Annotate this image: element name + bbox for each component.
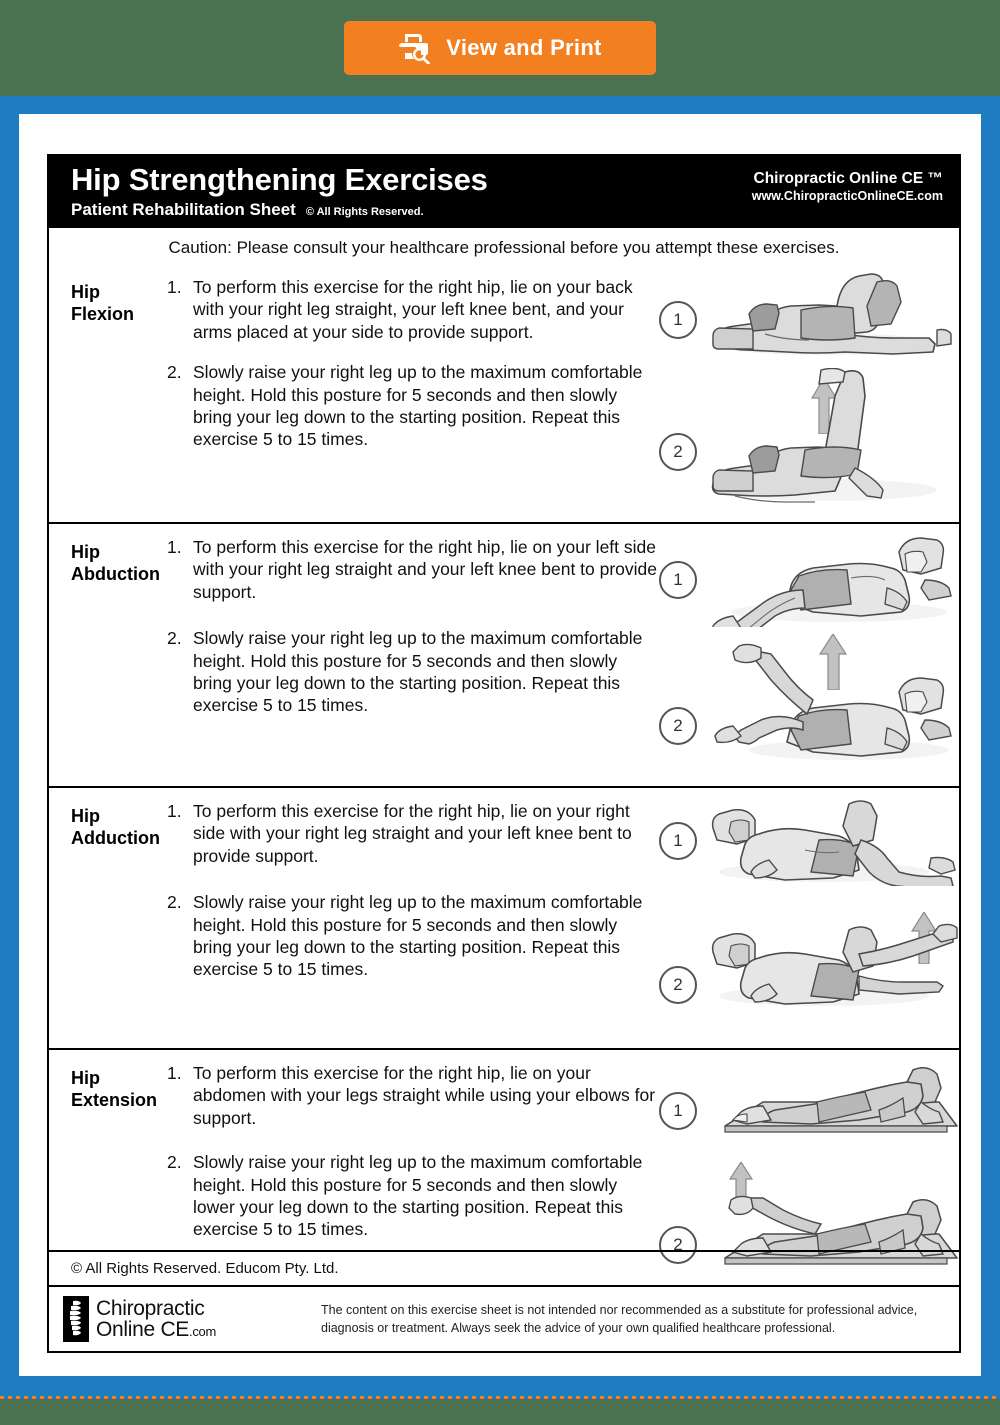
exercise-step: [167, 536, 659, 603]
exercise-title-hip-extension: [49, 1056, 167, 1278]
step-text: To perform this exercise for the right hip, lie on your abdomen with your legs straight while using your elbows for support.: [193, 1063, 656, 1128]
document-page: [19, 114, 981, 1376]
sheet-footer: [49, 1285, 959, 1351]
step-text: Slowly raise your right leg up to the maximum comfortable height. Hold this posture for 5 seconds and then slowly bring your leg down to the starting position. Repeat this exercise 5 to 15 times.: [193, 362, 643, 450]
exercise-section-hip-flexion: [49, 264, 959, 516]
exercise-steps-hip-flexion: [167, 270, 659, 516]
exercise-step: [167, 1062, 659, 1129]
step-number: 1.: [167, 277, 182, 297]
exercise-figures-hip-flexion: [659, 270, 959, 516]
exercise-title-line2: Adduction: [71, 827, 160, 848]
figure-marker-2: 2: [659, 966, 697, 1004]
figure-marker-2: 2: [659, 433, 697, 471]
step-number: 2.: [167, 892, 182, 913]
illustration-supine-leg-raised: [705, 368, 959, 508]
orange-dotted-divider: [0, 1396, 1000, 1399]
illustration-sidelying-start: [699, 532, 959, 627]
exercise-title-line1: Hip: [71, 282, 100, 302]
exercise-title-line2: Extension: [71, 1089, 158, 1110]
figure-marker-1: 1: [659, 822, 697, 860]
step-text: Slowly raise your right leg up to the maximum comfortable height. Hold this posture for 5 seconds and then slowly lower your leg down to the starting position. Repeat this exercise 5 to 15 times.: [193, 1152, 643, 1240]
exercise-title-line2: Abduction: [71, 563, 160, 584]
brand-url[interactable]: www.ChiropracticOnlineCE.com: [751, 189, 943, 204]
logo-line2: Online CE.com: [96, 1318, 216, 1341]
step-number: 1.: [167, 801, 182, 821]
illustration-prone-start: [707, 1062, 959, 1148]
view-and-print-button[interactable]: [344, 21, 656, 75]
exercise-step: [167, 361, 659, 451]
logo-dotcom: .com: [189, 1324, 216, 1339]
step-number: 1.: [167, 1063, 182, 1083]
exercise-title-hip-flexion: [49, 270, 167, 516]
footer-disclaimer: The content on this exercise sheet is not intended nor recommended as a substitute for professional advice, diagnosis or treatment. Always seek the advice of your own qualified healthcare professional.: [321, 1302, 918, 1335]
exercise-figures-hip-abduction: [659, 530, 959, 780]
step-number: 2.: [167, 1152, 182, 1173]
printer-search-icon: [398, 32, 432, 64]
logo-text: [96, 1298, 216, 1340]
illustration-supine-start: [705, 272, 959, 364]
exercise-figures-hip-adduction: [659, 794, 959, 1042]
exercise-step: [167, 891, 659, 981]
figure-marker-1: 1: [659, 1092, 697, 1130]
exercise-title-hip-adduction: [49, 794, 167, 1042]
brand-block: [752, 169, 943, 205]
step-number: 2.: [167, 362, 182, 383]
page-title: Hip Strengthening Exercises: [71, 162, 488, 197]
header-rights: © All Rights Reserved.: [305, 205, 424, 218]
exercise-title-line1: Hip: [71, 542, 100, 562]
exercise-steps-hip-extension: [167, 1056, 659, 1278]
exercise-title-line2: Flexion: [71, 303, 135, 324]
step-text: To perform this exercise for the right hip, lie on your back with your right leg straight, your left knee bent, and your arms placed at your side to provide support.: [193, 277, 633, 342]
exercise-step: [167, 276, 659, 343]
step-number: 1.: [167, 537, 182, 557]
exercise-title-line1: Hip: [71, 1068, 100, 1088]
illustration-sidelying-right-start: [709, 796, 959, 886]
illustration-sidelying-right-leg-raised: [709, 904, 959, 1012]
brand-name: Chiropractic Online CE ™: [753, 170, 943, 187]
exercise-steps-hip-adduction: [167, 794, 659, 1042]
exercise-section-hip-abduction: [49, 522, 959, 780]
exercise-figures-hip-extension: [659, 1056, 959, 1278]
logo[interactable]: [63, 1296, 303, 1342]
figure-marker-2: 2: [659, 1226, 697, 1264]
step-text: Slowly raise your right leg up to the maximum comfortable height. Hold this posture for 5 seconds and then slowly bring your leg down to the starting position. Repeat this exercise 5 to 15 times.: [193, 892, 643, 980]
step-number: 2.: [167, 628, 182, 649]
logo-line1: Chiropractic: [96, 1297, 205, 1320]
figure-marker-2: 2: [659, 707, 697, 745]
exercise-steps-hip-abduction: [167, 530, 659, 780]
exercise-sheet: [47, 154, 961, 1353]
exercise-title-line1: Hip: [71, 806, 100, 826]
document-frame: [0, 96, 1000, 1396]
caution-note: Caution: Please consult your healthcare professional before you attempt these exercises.: [168, 238, 840, 257]
view-and-print-label: View and Print: [446, 35, 602, 60]
exercise-step: [167, 627, 659, 717]
step-text: To perform this exercise for the right hip, lie on your right side with your right leg straight and your left knee bent to provide support.: [193, 801, 632, 866]
exercise-step: [167, 1151, 659, 1241]
figure-marker-1: 1: [659, 301, 697, 339]
step-text: Slowly raise your right leg up to the maximum comfortable height. Hold this posture for 5 seconds and then slowly bring your leg down to the starting position. Repeat this exercise 5 to 15 times.: [193, 628, 643, 716]
copyright-line: © All Rights Reserved. Educom Pty. Ltd.: [49, 1250, 959, 1285]
exercise-title-hip-abduction: [49, 530, 167, 780]
exercise-step: [167, 800, 659, 867]
illustration-sidelying-leg-raised: [699, 630, 959, 765]
exercise-section-hip-adduction: [49, 786, 959, 1042]
top-toolbar: [0, 0, 1000, 96]
page-subtitle: Patient Rehabilitation Sheet: [71, 199, 296, 219]
exercise-section-hip-extension: [49, 1048, 959, 1278]
step-text: To perform this exercise for the right hip, lie on your left side with your right leg straight and your left knee bent to provide support.: [193, 537, 658, 602]
sheet-header: [49, 156, 959, 228]
figure-marker-1: 1: [659, 561, 697, 599]
spine-icon: [63, 1296, 89, 1342]
